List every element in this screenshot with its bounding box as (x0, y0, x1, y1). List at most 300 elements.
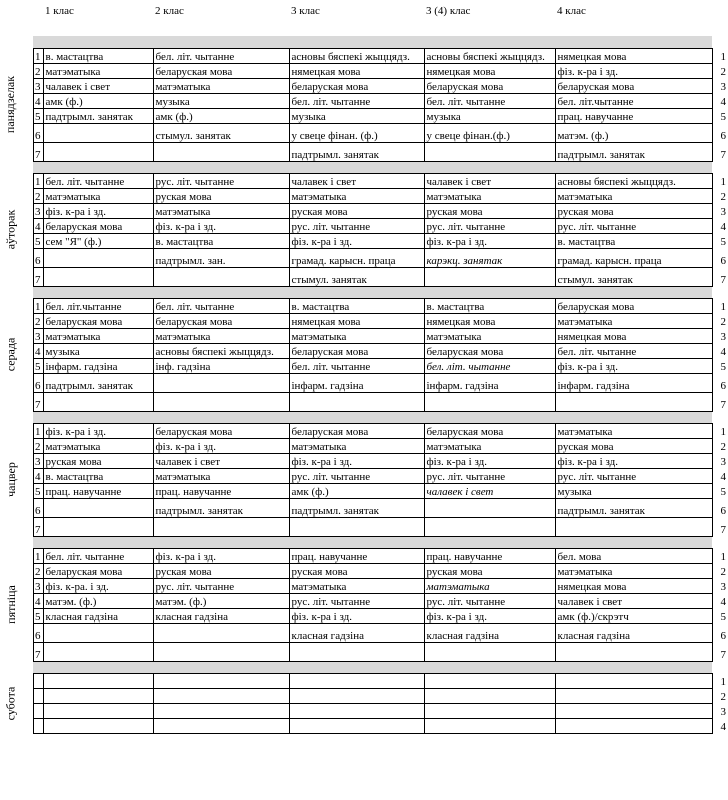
lesson-number: 6 (33, 123, 43, 142)
subject-cell: інфарм. гадзіна (424, 373, 555, 392)
subject-cell (153, 267, 289, 286)
subject-cell: музыка (555, 483, 712, 498)
day-separator (0, 661, 728, 673)
separator-cell (555, 536, 712, 548)
subject-cell: сем "Я" (ф.) (43, 233, 153, 248)
subject-cell: асновы бяспекі жыццядз. (424, 48, 555, 63)
header-class-3: 3 клас (291, 5, 320, 17)
subject-cell (43, 123, 153, 142)
subject-cell (153, 517, 289, 536)
lesson-number: 6 (33, 623, 43, 642)
separator-cell (712, 536, 728, 548)
subject-cell: руская мова (153, 563, 289, 578)
subject-cell (153, 718, 289, 733)
lesson-number: 7 (33, 642, 43, 661)
spacer-row (0, 22, 728, 36)
lesson-row (0, 438, 728, 453)
lesson-number: 7 (33, 392, 43, 411)
lesson-number-right: 4 (720, 346, 726, 358)
lesson-number: 7 (33, 517, 43, 536)
subject-cell (424, 267, 555, 286)
header-row (0, 0, 728, 22)
subject-cell: в. мастацтва (43, 48, 153, 63)
subject-cell: беларуская мова (43, 218, 153, 233)
lesson-number: 2 (33, 438, 43, 453)
header-class-2: 2 клас (155, 5, 184, 17)
subject-cell: беларуская мова (289, 78, 424, 93)
subject-cell (43, 673, 153, 688)
lesson-number-right: 2 (720, 191, 726, 203)
lesson-row (0, 78, 728, 93)
lesson-number (33, 673, 43, 688)
subject-cell: беларуская мова (153, 423, 289, 438)
separator-cell (555, 36, 712, 48)
subject-cell (289, 703, 424, 718)
lesson-row (0, 233, 728, 248)
day-label (0, 298, 22, 411)
lesson-number (33, 718, 43, 733)
separator-cell (555, 411, 712, 423)
lesson-number-right: 4 (720, 471, 726, 483)
lesson-row (0, 343, 728, 358)
subject-cell: музыка (153, 93, 289, 108)
lesson-number-right: 5 (720, 611, 726, 623)
subject-cell (43, 248, 153, 267)
subject-cell: падтрымл. занятак (555, 142, 712, 161)
subject-cell: асновы бяспекі жыццядз. (555, 173, 712, 188)
lesson-number-right: 3 (720, 581, 726, 593)
lesson-number (33, 688, 43, 703)
spacer-cell (43, 22, 153, 36)
day-name: пятніца (3, 585, 18, 624)
subject-cell: прац. навучанне (43, 483, 153, 498)
subject-cell: фіз. к-ра і зд. (153, 218, 289, 233)
lesson-number-right: 7 (720, 524, 726, 536)
subject-cell (424, 642, 555, 661)
subject-cell: руская мова (289, 563, 424, 578)
subject-cell: бел. літ. чытанне (424, 358, 555, 373)
lesson-number-right: 3 (720, 706, 726, 718)
subject-cell (43, 392, 153, 411)
day-label (0, 423, 22, 536)
subject-cell: у свеце фінан. (ф.) (289, 123, 424, 142)
separator-cell (43, 411, 153, 423)
subject-cell: рус. літ. чытанне (289, 468, 424, 483)
subject-cell: чалавек і свет (43, 78, 153, 93)
separator-cell (153, 536, 289, 548)
lesson-number: 1 (33, 48, 43, 63)
separator-cell (0, 536, 33, 548)
lesson-number: 5 (33, 358, 43, 373)
subject-cell (424, 498, 555, 517)
separator-cell (0, 411, 33, 423)
subject-cell: матэматыка (43, 63, 153, 78)
subject-cell: матэматыка (43, 438, 153, 453)
subject-cell: матэматыка (153, 203, 289, 218)
lesson-row (0, 423, 728, 438)
separator-cell (153, 286, 289, 298)
subject-cell: асновы бяспекі жыццядз. (153, 343, 289, 358)
subject-cell: рус. літ. чытанне (555, 218, 712, 233)
subject-cell: рус. літ. чытанне (289, 593, 424, 608)
lesson-row (0, 108, 728, 123)
subject-cell: фіз. к-ра і зд. (289, 608, 424, 623)
subject-cell: нямецкая мова (555, 328, 712, 343)
subject-cell (153, 688, 289, 703)
subject-cell: фіз. к-ра і зд. (289, 233, 424, 248)
subject-cell: стымул. занятак (555, 267, 712, 286)
subject-cell (289, 673, 424, 688)
separator-cell (33, 411, 43, 423)
subject-cell: прац. навучанне (153, 483, 289, 498)
lesson-row (0, 93, 728, 108)
lesson-row (0, 468, 728, 483)
subject-cell (43, 718, 153, 733)
subject-cell: матэматыка (153, 328, 289, 343)
lesson-row (0, 453, 728, 468)
separator-cell (555, 286, 712, 298)
separator-cell (712, 411, 728, 423)
subject-cell: падтрымл. занятак (43, 108, 153, 123)
separator-cell (0, 286, 33, 298)
lesson-number: 3 (33, 328, 43, 343)
subject-cell: руская мова (289, 203, 424, 218)
subject-cell (43, 688, 153, 703)
day-separator (0, 161, 728, 173)
subject-cell (555, 688, 712, 703)
subject-cell: рус. літ. чытанне (153, 578, 289, 593)
subject-cell: бел. літ. чытанне (43, 173, 153, 188)
subject-cell: падтрымл. занятак (289, 498, 424, 517)
subject-cell: нямецкая мова (555, 578, 712, 593)
lesson-row (0, 548, 728, 563)
subject-cell: матэм. (ф.) (555, 123, 712, 142)
day-label (0, 673, 22, 733)
subject-cell: бел. літ. чытанне (424, 93, 555, 108)
subject-cell (153, 373, 289, 392)
lesson-number: 5 (33, 108, 43, 123)
lesson-number-right: 6 (720, 505, 726, 517)
spacer-cell (424, 22, 555, 36)
subject-cell: прац. навучанне (289, 548, 424, 563)
subject-cell (153, 623, 289, 642)
separator-cell (153, 661, 289, 673)
lesson-number: 4 (33, 593, 43, 608)
subject-cell: фіз. к-ра і зд. (555, 358, 712, 373)
subject-cell: бел. літ. чытанне (153, 48, 289, 63)
subject-cell: нямецкая мова (424, 63, 555, 78)
lesson-number-right: 5 (720, 486, 726, 498)
subject-cell: матэматыка (289, 438, 424, 453)
subject-cell: в. мастацтва (43, 468, 153, 483)
separator-cell (289, 411, 424, 423)
lesson-number: 1 (33, 548, 43, 563)
subject-cell: матэматыка (424, 578, 555, 593)
lesson-number-right: 7 (720, 149, 726, 161)
separator-cell (33, 36, 43, 48)
lesson-number: 1 (33, 423, 43, 438)
lesson-number-right: 6 (720, 630, 726, 642)
lesson-row (0, 48, 728, 63)
lesson-row (0, 483, 728, 498)
lesson-number-right: 1 (720, 551, 726, 563)
lesson-row (0, 517, 728, 536)
subject-cell: фіз. к-ра. і зд. (43, 578, 153, 593)
day-name: панядзелак (3, 75, 18, 134)
subject-cell: фіз. к-ра і зд. (424, 608, 555, 623)
lesson-row (0, 623, 728, 642)
header-class-1: 1 клас (45, 5, 74, 17)
lesson-number: 7 (33, 142, 43, 161)
lesson-number-right: 2 (720, 66, 726, 78)
lesson-number: 3 (33, 203, 43, 218)
separator-cell (43, 661, 153, 673)
subject-cell: рус. літ. чытанне (555, 468, 712, 483)
lesson-number-right: 1 (720, 426, 726, 438)
lesson-number (33, 703, 43, 718)
separator-cell (555, 661, 712, 673)
separator-cell (43, 161, 153, 173)
subject-cell: беларуская мова (153, 313, 289, 328)
lesson-number: 5 (33, 483, 43, 498)
subject-cell (424, 392, 555, 411)
subject-cell (555, 642, 712, 661)
lesson-number-right: 2 (720, 441, 726, 453)
subject-cell: беларуская мова (555, 78, 712, 93)
subject-cell (289, 718, 424, 733)
separator-cell (289, 36, 424, 48)
separator-cell (153, 161, 289, 173)
subject-cell: падтрымл. занятак (43, 373, 153, 392)
subject-cell: руская мова (424, 203, 555, 218)
subject-cell: амк (ф.) (289, 483, 424, 498)
separator-cell (712, 286, 728, 298)
lesson-row (0, 267, 728, 286)
subject-cell: руская мова (43, 453, 153, 468)
spacer-cell (153, 22, 289, 36)
lesson-number: 2 (33, 313, 43, 328)
lesson-row (0, 373, 728, 392)
subject-cell: асновы бяспекі жыццядз. (289, 48, 424, 63)
subject-cell: беларуская мова (43, 563, 153, 578)
lesson-number: 4 (33, 93, 43, 108)
lesson-row (0, 142, 728, 161)
subject-cell (43, 142, 153, 161)
separator-cell (289, 661, 424, 673)
subject-cell (153, 142, 289, 161)
lesson-row (0, 608, 728, 623)
subject-cell: класная гадзіна (153, 608, 289, 623)
separator-cell (0, 661, 33, 673)
subject-cell (43, 623, 153, 642)
separator-cell (289, 286, 424, 298)
subject-cell: класная гадзіна (555, 623, 712, 642)
subject-cell: беларуская мова (424, 343, 555, 358)
subject-cell (555, 673, 712, 688)
separator-cell (712, 661, 728, 673)
subject-cell: класная гадзіна (289, 623, 424, 642)
subject-cell: бел. літ. чытанне (289, 93, 424, 108)
subject-cell (289, 642, 424, 661)
subject-cell (153, 703, 289, 718)
subject-cell (555, 703, 712, 718)
subject-cell: матэматыка (555, 423, 712, 438)
lesson-row (0, 123, 728, 142)
lesson-row (0, 63, 728, 78)
subject-cell: беларуская мова (289, 343, 424, 358)
lesson-number: 1 (33, 173, 43, 188)
day-separator (0, 286, 728, 298)
lesson-row (0, 328, 728, 343)
subject-cell: матэматыка (424, 188, 555, 203)
subject-cell (153, 673, 289, 688)
day-separator (0, 411, 728, 423)
spacer-cell (33, 22, 43, 36)
lesson-row (0, 392, 728, 411)
lesson-number-right: 7 (720, 649, 726, 661)
lesson-number-right: 3 (720, 331, 726, 343)
subject-cell: чалавек і свет (289, 173, 424, 188)
subject-cell: в. мастацтва (153, 233, 289, 248)
lesson-number-right: 1 (720, 676, 726, 688)
lesson-number: 3 (33, 453, 43, 468)
subject-cell (43, 517, 153, 536)
lesson-row (0, 563, 728, 578)
subject-cell: фіз. к-ра і зд. (43, 203, 153, 218)
subject-cell: матэматыка (289, 188, 424, 203)
lesson-number-right: 3 (720, 206, 726, 218)
lesson-number-right: 7 (720, 399, 726, 411)
lesson-number-right: 3 (720, 456, 726, 468)
subject-cell: стымул. занятак (153, 123, 289, 142)
lesson-number-right: 7 (720, 274, 726, 286)
subject-cell (424, 688, 555, 703)
subject-cell (43, 267, 153, 286)
subject-cell: матэм. (ф.) (43, 593, 153, 608)
subject-cell: матэматыка (153, 468, 289, 483)
lesson-number-right: 6 (720, 130, 726, 142)
subject-cell (424, 673, 555, 688)
subject-cell: беларуская мова (153, 63, 289, 78)
subject-cell: рус. літ. чытанне (289, 218, 424, 233)
separator-cell (424, 411, 555, 423)
subject-cell: фіз. к-ра і зд. (555, 453, 712, 468)
lesson-number-right: 5 (720, 236, 726, 248)
lesson-number-right: 2 (720, 566, 726, 578)
subject-cell: беларуская мова (424, 423, 555, 438)
subject-cell: фіз. к-ра і зд. (153, 438, 289, 453)
subject-cell: фіз. к-ра і зд. (289, 453, 424, 468)
subject-cell: матэматыка (43, 188, 153, 203)
lesson-row (0, 673, 728, 688)
lesson-row (0, 703, 728, 718)
lesson-number-right: 4 (720, 596, 726, 608)
subject-cell: матэматыка (555, 563, 712, 578)
subject-cell (555, 392, 712, 411)
header-class-5: 4 клас (557, 5, 586, 17)
day-name: аўторак (3, 209, 18, 250)
subject-cell: матэматыка (555, 188, 712, 203)
lesson-number: 3 (33, 78, 43, 93)
subject-cell: в. мастацтва (555, 233, 712, 248)
lesson-row (0, 578, 728, 593)
separator-cell (33, 161, 43, 173)
day-label (0, 173, 22, 286)
lesson-number: 4 (33, 218, 43, 233)
subject-cell: беларуская мова (555, 298, 712, 313)
lesson-row (0, 642, 728, 661)
subject-cell: матэматыка (424, 328, 555, 343)
lesson-row (0, 358, 728, 373)
subject-cell: рус. літ. чытанне (153, 173, 289, 188)
subject-cell (153, 392, 289, 411)
separator-cell (424, 286, 555, 298)
subject-cell: музыка (289, 108, 424, 123)
day-label (0, 48, 22, 161)
day-name: субота (3, 686, 18, 720)
separator-cell (33, 536, 43, 548)
header-corner (0, 0, 33, 22)
separator-cell (555, 161, 712, 173)
subject-cell (555, 718, 712, 733)
subject-cell: прац. навучанне (555, 108, 712, 123)
separator-cell (424, 536, 555, 548)
subject-cell: чалавек і свет (555, 593, 712, 608)
lesson-number-right: 5 (720, 361, 726, 373)
lesson-row (0, 498, 728, 517)
lesson-number: 3 (33, 578, 43, 593)
subject-cell: рус. літ. чытанне (424, 468, 555, 483)
day-label (0, 548, 22, 661)
subject-cell: фіз. к-ра і зд. (424, 233, 555, 248)
separator-cell (43, 36, 153, 48)
subject-cell: класная гадзіна (43, 608, 153, 623)
separator-cell (0, 36, 33, 48)
header-class-4: 3 (4) клас (426, 5, 471, 17)
day-separator (0, 536, 728, 548)
subject-cell: чалавек і свет (424, 173, 555, 188)
subject-cell: руская мова (555, 203, 712, 218)
subject-cell: бел. літ.чытанне (555, 93, 712, 108)
subject-cell: руская мова (424, 563, 555, 578)
subject-cell (289, 517, 424, 536)
lesson-row (0, 188, 728, 203)
lesson-number: 4 (33, 343, 43, 358)
lesson-number: 2 (33, 563, 43, 578)
subject-cell: фіз. к-ра і зд. (153, 548, 289, 563)
subject-cell: падтрымл. занятак (153, 498, 289, 517)
separator-cell (424, 161, 555, 173)
subject-cell (424, 718, 555, 733)
separator-cell (424, 36, 555, 48)
spacer-cell (0, 22, 33, 36)
lesson-number-right: 6 (720, 380, 726, 392)
subject-cell: інфарм. гадзіна (43, 358, 153, 373)
subject-cell (424, 703, 555, 718)
lesson-number: 2 (33, 63, 43, 78)
header-trail (712, 0, 728, 22)
lesson-number: 5 (33, 608, 43, 623)
lesson-number-right: 6 (720, 255, 726, 267)
subject-cell (289, 392, 424, 411)
separator-cell (712, 161, 728, 173)
spacer-cell (712, 22, 728, 36)
day-name: серада (3, 337, 18, 372)
separator-cell (712, 36, 728, 48)
subject-cell: нямецкая мова (424, 313, 555, 328)
separator-cell (0, 161, 33, 173)
lesson-row (0, 173, 728, 188)
